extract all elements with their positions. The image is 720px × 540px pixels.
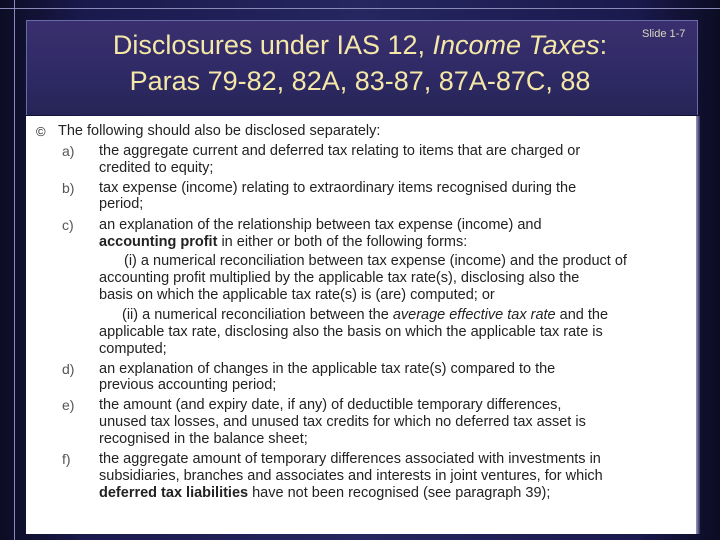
slide-number: Slide 1-7 [642, 28, 686, 40]
item-marker-d: d) [62, 361, 75, 377]
item-marker-a: a) [62, 143, 75, 159]
item-f-line1: the aggregate amount of temporary differences associated with investments in [99, 451, 601, 467]
item-marker-b: b) [62, 180, 75, 196]
item-marker-e: e) [62, 397, 75, 413]
item-marker-c: c) [62, 217, 74, 233]
item-e-line3: recognised in the balance sheet; [99, 431, 308, 447]
frame-line-top [0, 8, 720, 9]
slide-title-line1: Disclosures under IAS 12, Income Taxes: [112, 30, 608, 60]
bullet-icon: © [36, 124, 46, 139]
item-c-sub-ii-line3: computed; [99, 341, 167, 357]
item-c-line1: an explanation of the relationship between tax expense (income) and [99, 217, 542, 233]
item-b-line1: tax expense (income) relating to extraordinary items recognised during the [99, 180, 577, 196]
slide-title-line2: Paras 79-82, 82A, 83-87, 87A-87C, 88 [129, 66, 591, 96]
item-d-line1: an explanation of changes in the applicable tax rate(s) compared to the [99, 361, 556, 377]
item-c-sub-ii-line1: (ii) a numerical reconciliation between the average effective tax rate and the [122, 307, 609, 323]
item-f-line3: deferred tax liabilities have not been recognised (see paragraph 39); [99, 485, 551, 501]
item-a-line1: the aggregate current and deferred tax relating to items that are charged or [99, 143, 581, 159]
item-c-sub-i-line2: accounting profit multiplied by the applicable tax rate(s), disclosing also the [99, 270, 580, 286]
item-c-sub-i-line3: basis on which the applicable tax rate(s) is (are) computed; or [99, 287, 495, 303]
item-c-line2: accounting profit in either or both of the following forms: [99, 234, 468, 250]
intro-text: The following should also be disclosed separately: [58, 123, 381, 139]
content-shadow [696, 116, 700, 534]
item-a-line2: credited to equity; [99, 160, 214, 176]
item-e-line1: the amount (and expiry date, if any) of deductible temporary differences, [99, 397, 562, 413]
item-d-line2: previous accounting period; [99, 377, 277, 393]
item-f-line2: subsidiaries, branches and associates and interests in joint ventures, for which [99, 468, 603, 484]
item-c-sub-i-line1: (i) a numerical reconciliation between tax expense (income) and the product of [124, 253, 627, 269]
item-b-line2: period; [99, 196, 144, 212]
item-marker-f: f) [62, 451, 71, 467]
item-e-line2: unused tax losses, and unused tax credits for which no deferred tax asset is [99, 414, 586, 430]
item-c-sub-ii-line2: applicable tax rate, disclosing also the basis on which the applicable tax rate is [99, 324, 603, 340]
